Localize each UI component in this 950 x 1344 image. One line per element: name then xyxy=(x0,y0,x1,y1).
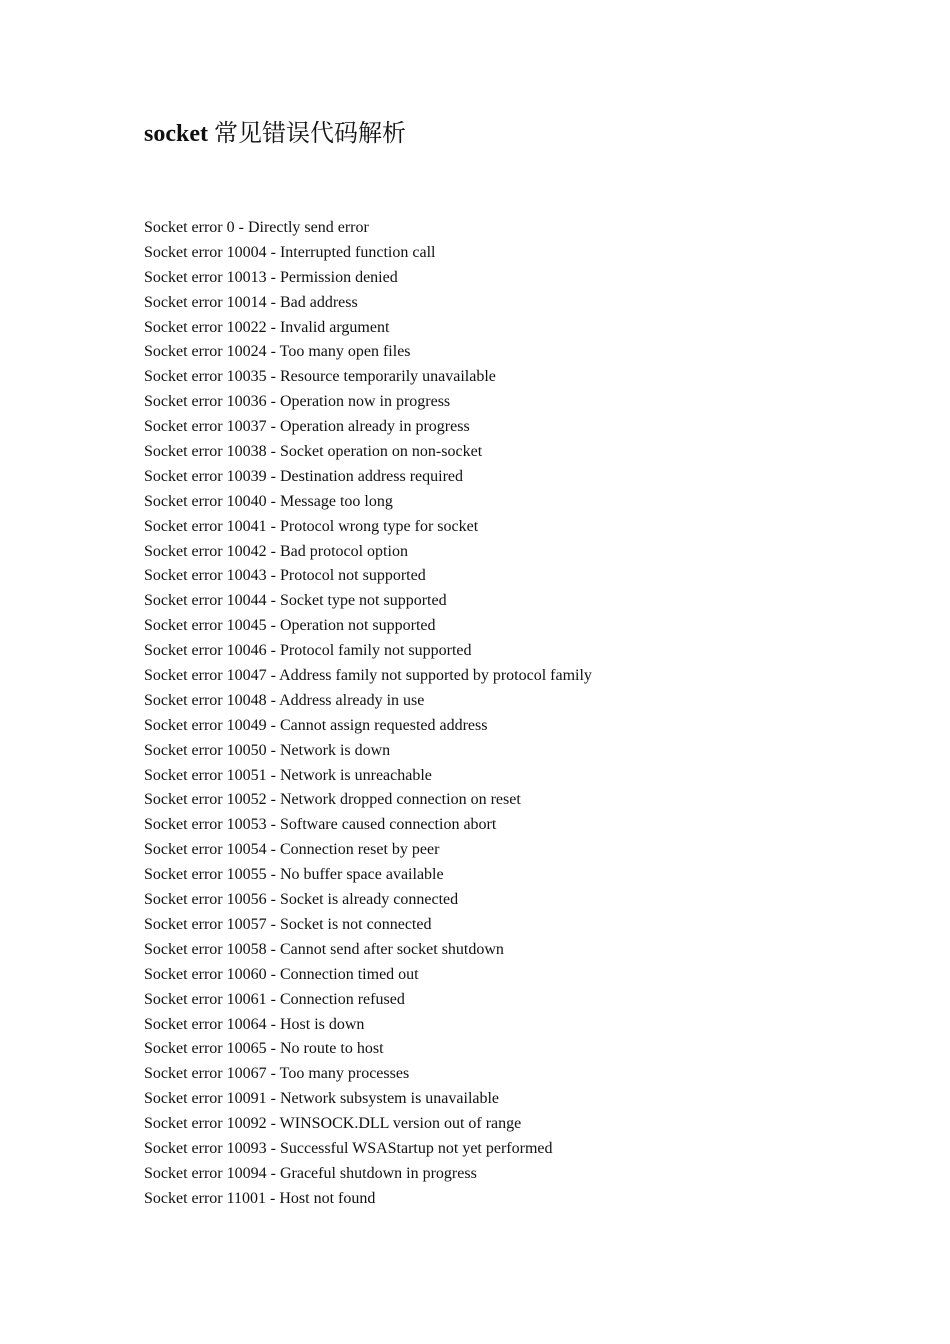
error-list-item: Socket error 10058 - Cannot send after socket shutdown xyxy=(144,940,504,958)
error-list-item: Socket error 10047 - Address family not supported by protocol family xyxy=(144,667,592,685)
error-list-item: Socket error 10048 - Address already in use xyxy=(144,691,425,709)
error-list-item: Socket error 10094 - Graceful shutdown in progress xyxy=(144,1164,477,1182)
error-list-item: Socket error 10091 - Network subsystem is unavailable xyxy=(144,1090,500,1108)
error-list-item: Socket error 10060 - Connection timed out xyxy=(144,965,419,983)
error-list-item: Socket error 10036 - Operation now in progress xyxy=(144,393,451,411)
error-list-item: Socket error 10042 - Bad protocol option xyxy=(144,542,408,560)
error-list-item: Socket error 10038 - Socket operation on non-socket xyxy=(144,443,483,461)
error-list-item: Socket error 10004 - Interrupted function call xyxy=(144,243,436,261)
error-list-item: Socket error 10043 - Protocol not supported xyxy=(144,567,426,585)
error-list-item: Socket error 10067 - Too many processes xyxy=(144,1065,410,1083)
error-list-item: Socket error 10035 - Resource temporarily unavailable xyxy=(144,368,496,386)
error-list-item: Socket error 10061 - Connection refused xyxy=(144,990,405,1008)
error-list-item: Socket error 10057 - Socket is not connected xyxy=(144,915,432,933)
error-list-item: Socket error 10053 - Software caused connection abort xyxy=(144,816,497,834)
error-list-item: Socket error 10037 - Operation already in progress xyxy=(144,418,470,436)
error-list-item: Socket error 10041 - Protocol wrong type for socket xyxy=(144,517,479,535)
error-list-item: Socket error 10040 - Message too long xyxy=(144,492,393,510)
error-list-item: Socket error 10051 - Network is unreachable xyxy=(144,766,432,784)
error-list-item: Socket error 10054 - Connection reset by peer xyxy=(144,841,440,859)
error-list-item: Socket error 10046 - Protocol family not supported xyxy=(144,642,472,660)
error-list-item: Socket error 10064 - Host is down xyxy=(144,1015,365,1033)
page-title xyxy=(144,118,406,150)
error-list-item: Socket error 10024 - Too many open files xyxy=(144,343,411,361)
error-list-item: Socket error 10049 - Cannot assign requested address xyxy=(144,716,488,734)
error-list-item: Socket error 10055 - No buffer space available xyxy=(144,866,444,884)
title-latin: socket xyxy=(144,121,208,147)
error-list-item: Socket error 10022 - Invalid argument xyxy=(144,318,390,336)
error-list-item: Socket error 10050 - Network is down xyxy=(144,741,391,759)
error-list-item: Socket error 10093 - Successful WSAStartup not yet performed xyxy=(144,1139,553,1157)
error-list-item: Socket error 10092 - WINSOCK.DLL version out of range xyxy=(144,1115,522,1133)
error-list-item: Socket error 0 - Directly send error xyxy=(144,219,369,236)
error-list-item: Socket error 10039 - Destination address required xyxy=(144,467,464,485)
error-list-item: Socket error 10056 - Socket is already connected xyxy=(144,891,459,909)
error-list-item: Socket error 11001 - Host not found xyxy=(144,1189,376,1207)
error-list-item: Socket error 10014 - Bad address xyxy=(144,293,358,311)
error-list-item: Socket error 10052 - Network dropped connection on reset xyxy=(144,791,521,809)
error-list-item: Socket error 10045 - Operation not supported xyxy=(144,617,436,635)
error-code-list xyxy=(144,216,592,1212)
title-cjk: 常见错误代码解析 xyxy=(207,121,406,147)
error-list-item: Socket error 10044 - Socket type not supported xyxy=(144,592,447,610)
error-list-item: Socket error 10065 - No route to host xyxy=(144,1040,384,1058)
error-list-item: Socket error 10013 - Permission denied xyxy=(144,268,398,286)
